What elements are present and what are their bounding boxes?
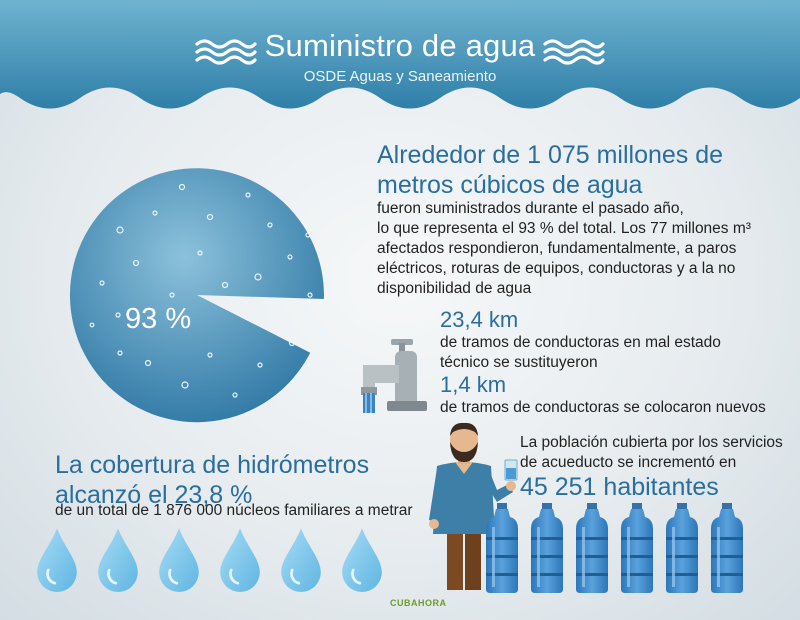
brand-logo: CUBAHORA [390, 598, 447, 608]
water-bottle-icon [666, 503, 698, 593]
water-drop-icon [342, 528, 382, 592]
supply-line: eléctricos, roturas de equipos, conductoras y a la no [377, 260, 736, 277]
water-bottle-icon [486, 503, 518, 593]
water-drop-icon [220, 528, 260, 592]
pipes-text-line: de tramos de conductoras en mal estado [440, 334, 721, 351]
pipes-stat-replaced: 23,4 km [440, 307, 519, 332]
header-banner [0, 0, 800, 120]
supply-line: afectados respondieron, fundamentalmente, a paros [377, 240, 737, 257]
supply-line: disponibilidad de agua [377, 280, 532, 297]
drops-row [35, 522, 405, 602]
supply-heading: Alrededor de 1 075 millones de metros cúbicos de agua [377, 141, 724, 199]
population-text-line: de acueducto se incrementó en [520, 454, 737, 471]
pipes-stat-new: 1,4 km [440, 372, 507, 397]
water-bottle-icon [621, 503, 653, 593]
supply-description [377, 199, 751, 299]
page-subtitle: OSDE Aguas y Saneamiento [303, 68, 497, 85]
pie-chart [60, 165, 340, 425]
meters-text: de un total de 1 876 000 núcleos familiares a metrar [55, 502, 413, 519]
page-title: Suministro de agua [264, 28, 536, 63]
supply-line: fueron suministrados durante el pasado año, [377, 200, 684, 217]
water-drop-icon [37, 528, 77, 592]
pipes-text-line: técnico se sustituyeron [440, 354, 598, 371]
faucet-icon [355, 335, 435, 415]
population-stat: 45 251 habitantes [520, 473, 719, 501]
water-bottle-icon [576, 503, 608, 593]
water-drop-icon [98, 528, 138, 592]
water-drop-icon [159, 528, 199, 592]
population-text [520, 433, 783, 473]
pie-slice [70, 168, 324, 422]
population-text-line: La población cubierta por los servicios [520, 434, 783, 451]
water-bottle-icon [531, 503, 563, 593]
meters-heading-line: alcanzó el 23,8 % [55, 481, 253, 509]
supply-line: lo que representa el 93 % del total. Los 77 millones m³ [377, 220, 751, 237]
bottles-row [484, 503, 746, 595]
water-drop-icon [281, 528, 321, 592]
water-bottle-icon [711, 503, 743, 593]
meters-heading-line: La cobertura de hidrómetros [55, 451, 370, 479]
pipes-text-new: de tramos de conductoras se colocaron nuevos [440, 399, 766, 416]
pie-percent-label: 93 % [125, 303, 192, 335]
pipes-text-replaced [440, 333, 721, 373]
